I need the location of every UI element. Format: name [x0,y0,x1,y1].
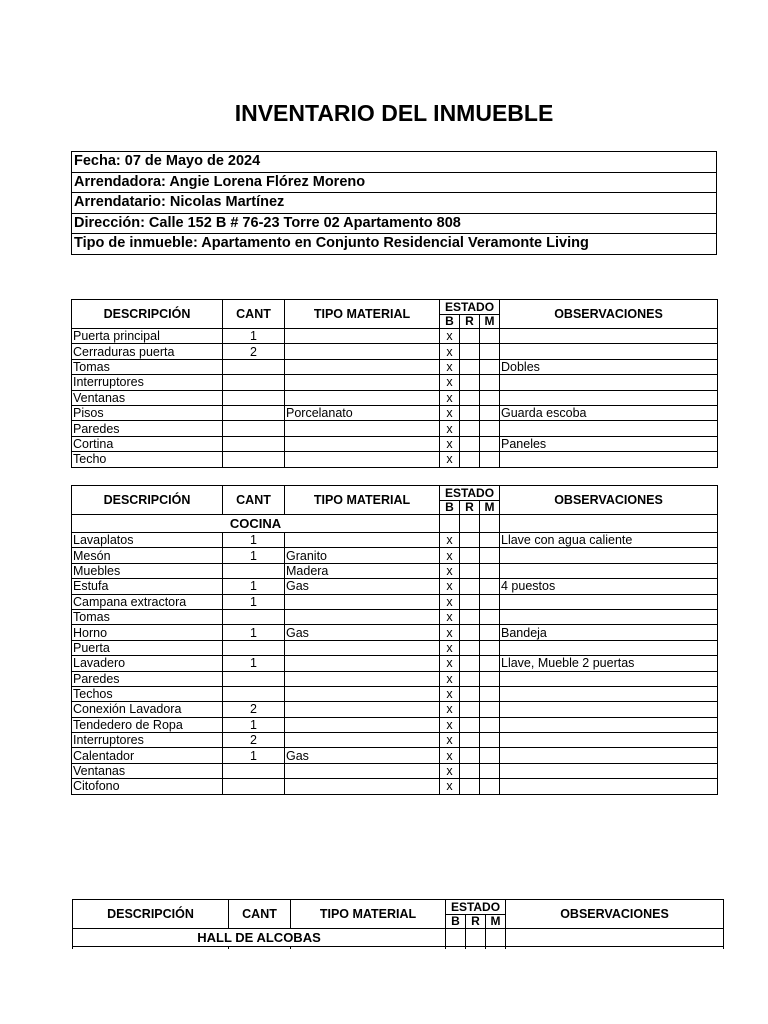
cell-desc: Conexión Lavadora [72,702,223,717]
header-descripcion: DESCRIPCIÓN [73,900,229,929]
header-observaciones: OBSERVACIONES [506,900,724,929]
header-estado: ESTADO [440,486,500,501]
cell-obs [500,548,718,563]
cell-desc: Citofono [72,779,223,794]
cell-m [480,359,500,374]
cell-b: x [440,548,460,563]
cell-obs: Paneles [500,436,718,451]
cell-desc: Ventanas [72,390,223,405]
cell-cant: 1 [223,533,285,548]
cell-m [480,375,500,390]
cell-material [285,436,440,451]
cell-obs: Bandeja [500,625,718,640]
cell-material: Gas [285,579,440,594]
cell-material [285,609,440,624]
cell-material: Gas [285,625,440,640]
cell-cant [223,563,285,578]
header-estado: ESTADO [440,300,500,315]
cell-desc: Puerta principal [72,329,223,344]
cell-obs: Guarda escoba [500,405,718,420]
info-date: Fecha: 07 de Mayo de 2024 [72,152,717,173]
cell-m [480,594,500,609]
cell-material [285,344,440,359]
cell-cant: 2 [223,344,285,359]
cell-obs: 4 puestos [500,579,718,594]
cell-b: x [440,329,460,344]
table-row [72,779,718,794]
cell-m [480,329,500,344]
cell-m [480,702,500,717]
cell-obs [500,671,718,686]
cell-m [480,436,500,451]
cell-r [460,594,480,609]
table-row [72,625,718,640]
cell-r [460,702,480,717]
cell-r [460,779,480,794]
cell-r [460,452,480,467]
cell-material [285,656,440,671]
cell-desc: Lavaplatos [72,533,223,548]
cell-cant [223,421,285,436]
cell-m [480,548,500,563]
cell-desc: Puerta [72,640,223,655]
cell-obs [500,733,718,748]
cell-m [480,625,500,640]
cell-cant: 1 [223,625,285,640]
header-descripcion: DESCRIPCIÓN [72,300,223,329]
table-row [72,548,718,563]
cell-m [480,390,500,405]
cell-cant: 1 [223,579,285,594]
cell-material [285,671,440,686]
cell-cant [223,609,285,624]
property-info-table [71,151,717,255]
cell-cant: 1 [223,329,285,344]
cell-desc: Paredes [72,421,223,436]
header-cant: CANT [223,300,285,329]
table-row [72,390,718,405]
cell-cant: 2 [223,733,285,748]
cell-b: x [440,779,460,794]
table-row [72,329,718,344]
cell-desc: Ventanas [72,763,223,778]
header-m: M [480,501,500,515]
cell-b: x [440,533,460,548]
header-observaciones: OBSERVACIONES [500,486,718,515]
cell-m [480,452,500,467]
cell-r [460,329,480,344]
header-tipo-material: TIPO MATERIAL [285,486,440,515]
table-row [72,640,718,655]
cell-material [285,779,440,794]
header-m: M [486,915,506,929]
header-b: B [440,315,460,329]
cell-obs [500,748,718,763]
header-b: B [446,915,466,929]
table-row [72,702,718,717]
cell-cant [223,671,285,686]
cell-b: x [440,733,460,748]
cell-r [460,686,480,701]
cell-cant [223,640,285,655]
cell-obs [500,779,718,794]
header-r: R [460,501,480,515]
cell-r [460,421,480,436]
cell-cant [223,779,285,794]
cell-b: x [440,359,460,374]
cell-r [460,609,480,624]
cell-b: x [440,671,460,686]
cell-material [285,452,440,467]
cell-r [460,533,480,548]
cell-cant [223,359,285,374]
cell-obs [500,390,718,405]
cell-obs [500,702,718,717]
cell-material: Gas [285,748,440,763]
inventory-table-general [71,299,718,468]
cell-m [480,763,500,778]
header-r: R [466,915,486,929]
cell-m [480,421,500,436]
table-row [72,579,718,594]
cell-cant: 1 [223,717,285,732]
table-row [72,344,718,359]
cell-obs [500,344,718,359]
cell-desc: Muebles [72,563,223,578]
table-row [72,686,718,701]
table-row [72,452,718,467]
section-title-cocina: COCINA [72,515,440,533]
cell-m [480,609,500,624]
cell-obs: Dobles [500,359,718,374]
cell-b: x [440,436,460,451]
cell-cant [223,436,285,451]
cell-r [460,390,480,405]
cell-m [480,671,500,686]
cell-r [460,579,480,594]
table-row [72,421,718,436]
cell-b: x [440,609,460,624]
info-property-type: Tipo de inmueble: Apartamento en Conjunto Residencial Veramonte Living [72,234,717,255]
cell-b: x [440,405,460,420]
cell-desc: Estufa [72,579,223,594]
cell-material [285,763,440,778]
cell-b: x [440,594,460,609]
table-row [72,436,718,451]
cell-material [285,390,440,405]
cell-r [460,717,480,732]
cell-cant [223,375,285,390]
cell-material: Madera [285,563,440,578]
info-address: Dirección: Calle 152 B # 76-23 Torre 02 Apartamento 808 [72,213,717,234]
table-row [72,748,718,763]
section-title-hall: HALL DE ALCOBAS [73,929,446,947]
cell-desc: Paredes [72,671,223,686]
cell-cant: 1 [223,548,285,563]
cell-r [460,625,480,640]
header-r: R [460,315,480,329]
header-descripcion: DESCRIPCIÓN [72,486,223,515]
cell-r [460,405,480,420]
header-observaciones: OBSERVACIONES [500,300,718,329]
cell-cant: 1 [223,748,285,763]
cell-m [480,656,500,671]
cell-obs: Llave con agua caliente [500,533,718,548]
cell-m [480,344,500,359]
cell-b: x [440,686,460,701]
cell-r [460,733,480,748]
cell-b: x [440,452,460,467]
cell-r [460,671,480,686]
cell-m [480,533,500,548]
header-cant: CANT [229,900,291,929]
cell-desc: Tomas [72,609,223,624]
cell-b: x [440,390,460,405]
cell-cant [223,390,285,405]
table-row [72,594,718,609]
cell-cant [223,452,285,467]
cell-r [460,640,480,655]
table-row [72,359,718,374]
cell-material [285,533,440,548]
cell-b: x [440,702,460,717]
table-row [72,656,718,671]
inventory-table-cocina [71,485,718,795]
cell-b: x [440,563,460,578]
cell-m [480,405,500,420]
cell-desc: Interruptores [72,733,223,748]
header-estado: ESTADO [446,900,506,915]
cell-r [460,359,480,374]
cell-obs [500,609,718,624]
cell-material [285,375,440,390]
cell-desc: Lavadero [72,656,223,671]
cell-b: x [440,763,460,778]
cell-desc: Cerraduras puerta [72,344,223,359]
table-row [72,733,718,748]
table-row [72,563,718,578]
header-m: M [480,315,500,329]
cell-desc: Tendedero de Ropa [72,717,223,732]
cell-r [460,563,480,578]
cell-r [460,548,480,563]
cell-r [460,436,480,451]
cell-material [285,733,440,748]
cell-r [460,656,480,671]
cell-obs [500,329,718,344]
cell-desc: Interruptores [72,375,223,390]
cell-r [460,375,480,390]
cell-m [480,748,500,763]
cell-material [285,359,440,374]
cell-desc: Cortina [72,436,223,451]
cell-r [460,748,480,763]
info-landlord: Arrendadora: Angie Lorena Flórez Moreno [72,172,717,193]
header-tipo-material: TIPO MATERIAL [285,300,440,329]
cell-desc: Campana extractora [72,594,223,609]
cell-b: x [440,375,460,390]
cell-material: Porcelanato [285,405,440,420]
cell-b: x [440,640,460,655]
cell-obs [500,452,718,467]
header-b: B [440,501,460,515]
cell-m [480,563,500,578]
document-title: INVENTARIO DEL INMUEBLE [234,100,554,126]
cell-obs [500,640,718,655]
cell-obs [500,375,718,390]
cell-material [285,421,440,436]
table-row [72,375,718,390]
cell-desc: Pisos [72,405,223,420]
cell-obs [500,717,718,732]
cell-obs [500,763,718,778]
cell-cant [223,686,285,701]
cell-material [285,686,440,701]
cell-b: x [440,344,460,359]
table-row [72,763,718,778]
table-row [72,609,718,624]
cell-m [480,640,500,655]
cell-obs [500,563,718,578]
cell-desc: Techos [72,686,223,701]
cell-m [480,686,500,701]
cell-cant: 2 [223,702,285,717]
cell-cant: 1 [223,594,285,609]
table-row [72,717,718,732]
page-bottom-cut [0,949,768,1024]
cell-cant [223,405,285,420]
cell-m [480,579,500,594]
cell-r [460,763,480,778]
table-row [72,405,718,420]
cell-b: x [440,656,460,671]
cell-material [285,702,440,717]
cell-b: x [440,748,460,763]
table-row [72,671,718,686]
cell-material [285,329,440,344]
cell-obs [500,686,718,701]
cell-obs [500,421,718,436]
cell-desc: Mesón [72,548,223,563]
cell-b: x [440,625,460,640]
cell-desc: Techo [72,452,223,467]
cell-material: Granito [285,548,440,563]
cell-m [480,717,500,732]
cell-m [480,733,500,748]
cell-b: x [440,717,460,732]
cell-b: x [440,421,460,436]
cell-material [285,594,440,609]
header-cant: CANT [223,486,285,515]
table-row [72,533,718,548]
cell-m [480,779,500,794]
cell-b: x [440,579,460,594]
cell-desc: Tomas [72,359,223,374]
cell-desc: Calentador [72,748,223,763]
cell-cant [223,763,285,778]
cell-material [285,640,440,655]
header-tipo-material: TIPO MATERIAL [291,900,446,929]
cell-desc: Horno [72,625,223,640]
info-tenant: Arrendatario: Nicolas Martínez [72,193,717,214]
cell-r [460,344,480,359]
cell-cant: 1 [223,656,285,671]
cell-obs: Llave, Mueble 2 puertas [500,656,718,671]
cell-obs [500,594,718,609]
cell-material [285,717,440,732]
